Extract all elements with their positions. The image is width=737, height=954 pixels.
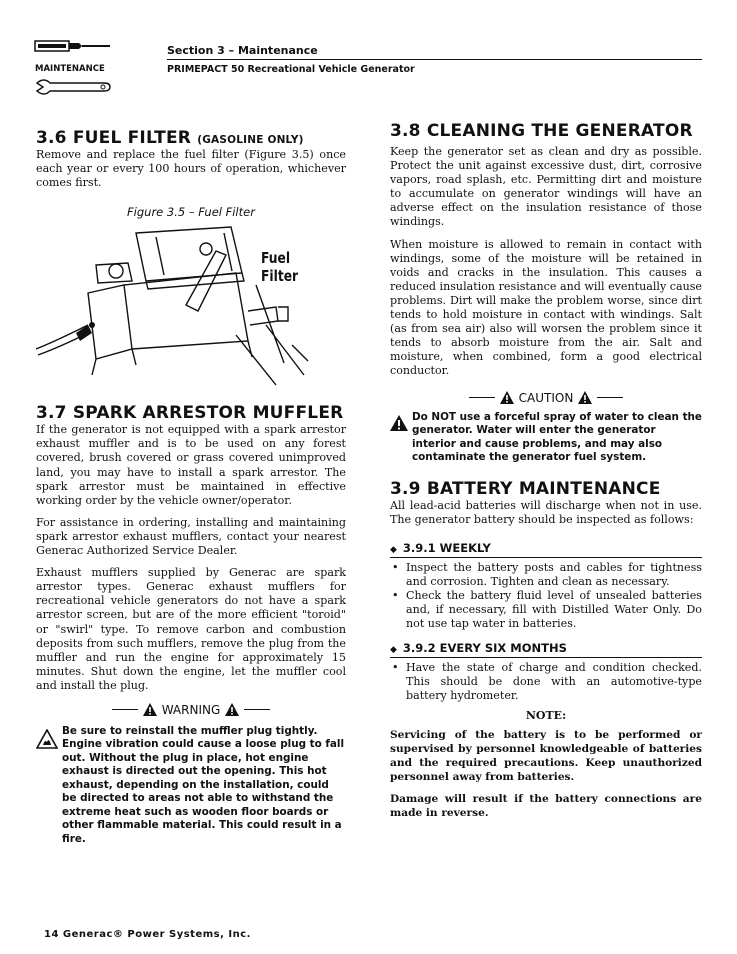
spark-arrestor-p1: If the generator is not equipped with a spark arrestor exhaust muffler and is to be used on any forest covered, brush covered or grass covered unimproved land, you may have to install a spark arrestor. The spark arrestor must be maintained in effective working order by the vehicle owner/operator. — [36, 423, 346, 507]
list-item: • Have the state of charge and condition checked. This should be done with an automotive-type battery hydrometer. — [402, 661, 702, 703]
warning-triangle-icon — [225, 703, 239, 716]
spark-arrestor-heading: 3.7 SPARK ARRESTOR MUFFLER — [36, 403, 344, 424]
cleaning-p2: When moisture is allowed to remain in contact with windings, some of the moisture will be retained in voids and cracks in the insulation. This causes a reduced insulation resistance and will eventually cause problems. Dirt will make the problem worse, since dirt tends to hold moisture in contact with windings. Salt (as from sea air) also will worsen the problem since it tends to absorb moisture from the air. Salt and moisture, when combined, form a good electrical conductor. — [390, 237, 702, 378]
six-months-title: 3.9.2 EVERY SIX MONTHS — [402, 641, 567, 656]
list-item: • Check the battery fluid level of unsealed batteries and, if necessary, fill with Distilled Water Only. Do not use tap water in batteries. — [402, 589, 702, 631]
maintenance-label: MAINTENANCE — [35, 64, 105, 74]
diamond-bullet-icon: ◆ — [390, 645, 397, 656]
six-months-list — [390, 661, 702, 703]
caution-text: Do NOT use a forceful spray of water to clean the generator. Water will enter the generator interior and cause problems, and may also contaminate the generator fuel system. — [412, 410, 702, 463]
warning-label: WARNING — [161, 702, 221, 717]
caution-rule-right — [597, 397, 623, 398]
battery-intro: All lead-acid batteries will discharge when not in use. The generator battery should be inspected as follows: — [390, 498, 702, 526]
fuel-filter-heading — [36, 128, 346, 148]
caution-label: CAUTION — [518, 390, 574, 405]
spark-arrestor-p3: Exhaust mufflers supplied by Generac are spark arrestor types. Generac exhaust mufflers for recreational vehicle generators do not have a spark arrestor screen, but are of the more efficient "toroid" or "swirl" type. To remove carbon and combustion deposits from such mufflers, remove the plug from the muffler and run the engine for approximately 15 minutes. Shut down the engine, let the muffler cool and install the plug. — [36, 566, 346, 692]
caution-alert-icon — [390, 411, 408, 465]
fuel-filter-title-suffix: (GASOLINE ONLY) — [197, 134, 304, 146]
weekly-list — [390, 561, 702, 631]
header-rule — [167, 59, 702, 60]
warning-title — [36, 703, 346, 717]
warning-box — [36, 725, 346, 847]
header-subtitle: PRIMEPACT 50 Recreational Vehicle Generator — [167, 64, 415, 75]
warning-text: Be sure to reinstall the muffler plug tightly. Engine vibration could cause a loose plug to fall out. Without the plug in place, hot engine exhaust is directed out the opening. This hot exhaust, depending on the installation, could be directed to areas not able to withstand the extreme heat such as wooden floor boards or other flammable material. This could result in a fire. — [62, 724, 345, 845]
weekly-heading — [390, 541, 702, 558]
list-item: • Inspect the battery posts and cables for tightness and corrosion. Tighten and clean as necessary. — [402, 561, 702, 589]
warning-triangle-icon — [143, 703, 157, 716]
caution-title — [390, 391, 702, 405]
figure-label: Fuel Filter — [261, 249, 299, 286]
wrench-icon — [34, 38, 112, 59]
note-label: NOTE: — [525, 709, 567, 723]
hot-surface-warning-icon — [36, 725, 58, 847]
battery-heading: 3.9 BATTERY MAINTENANCE — [390, 478, 661, 499]
page-footer: 14 Generac® Power Systems, Inc. — [44, 929, 251, 940]
note-text-2: Damage will result if the battery connections are made in reverse. — [390, 793, 702, 820]
cleaning-heading: 3.8 CLEANING THE GENERATOR — [390, 121, 693, 141]
six-months-heading — [390, 641, 702, 658]
warning-rule-right — [244, 709, 270, 710]
note-text-1: Servicing of the battery is to be performed or supervised by personnel knowledgeable of batteries and the required precautions. Keep unauthorized personnel away from batteries. — [390, 729, 702, 784]
fuel-filter-figure — [36, 225, 346, 393]
wrench-outline-icon — [34, 78, 112, 101]
figure-caption: Figure 3.5 – Fuel Filter — [127, 205, 255, 220]
caution-rule-left — [469, 397, 495, 398]
section-title: Section 3 – Maintenance — [167, 44, 318, 57]
cleaning-p1: Keep the generator set as clean and dry as possible. Protect the unit against excessive dust, dirt, corrosive vapors, road splash, etc. Permitting dirt and moisture to accumulate on generator windings will have an adverse effect on the insulation resistance of those windings. — [390, 145, 702, 229]
diamond-bullet-icon: ◆ — [390, 544, 397, 555]
spark-arrestor-p2: For assistance in ordering, installing and maintaining spark arrestor exhaust mufflers, contact your nearest Generac Authorized Service Dealer. — [36, 515, 346, 558]
weekly-title: 3.9.1 WEEKLY — [402, 540, 491, 555]
fuel-filter-body: Remove and replace the fuel filter (Figure 3.5) once each year or every 100 hours of operation, whichever comes first. — [36, 148, 346, 190]
caution-box — [390, 411, 702, 465]
right-column — [390, 121, 702, 820]
left-column — [36, 128, 346, 846]
warning-rule-left — [112, 709, 138, 710]
fuel-filter-title: 3.6 FUEL FILTER — [36, 128, 192, 148]
caution-triangle-icon — [500, 391, 514, 404]
caution-triangle-icon — [578, 391, 592, 404]
